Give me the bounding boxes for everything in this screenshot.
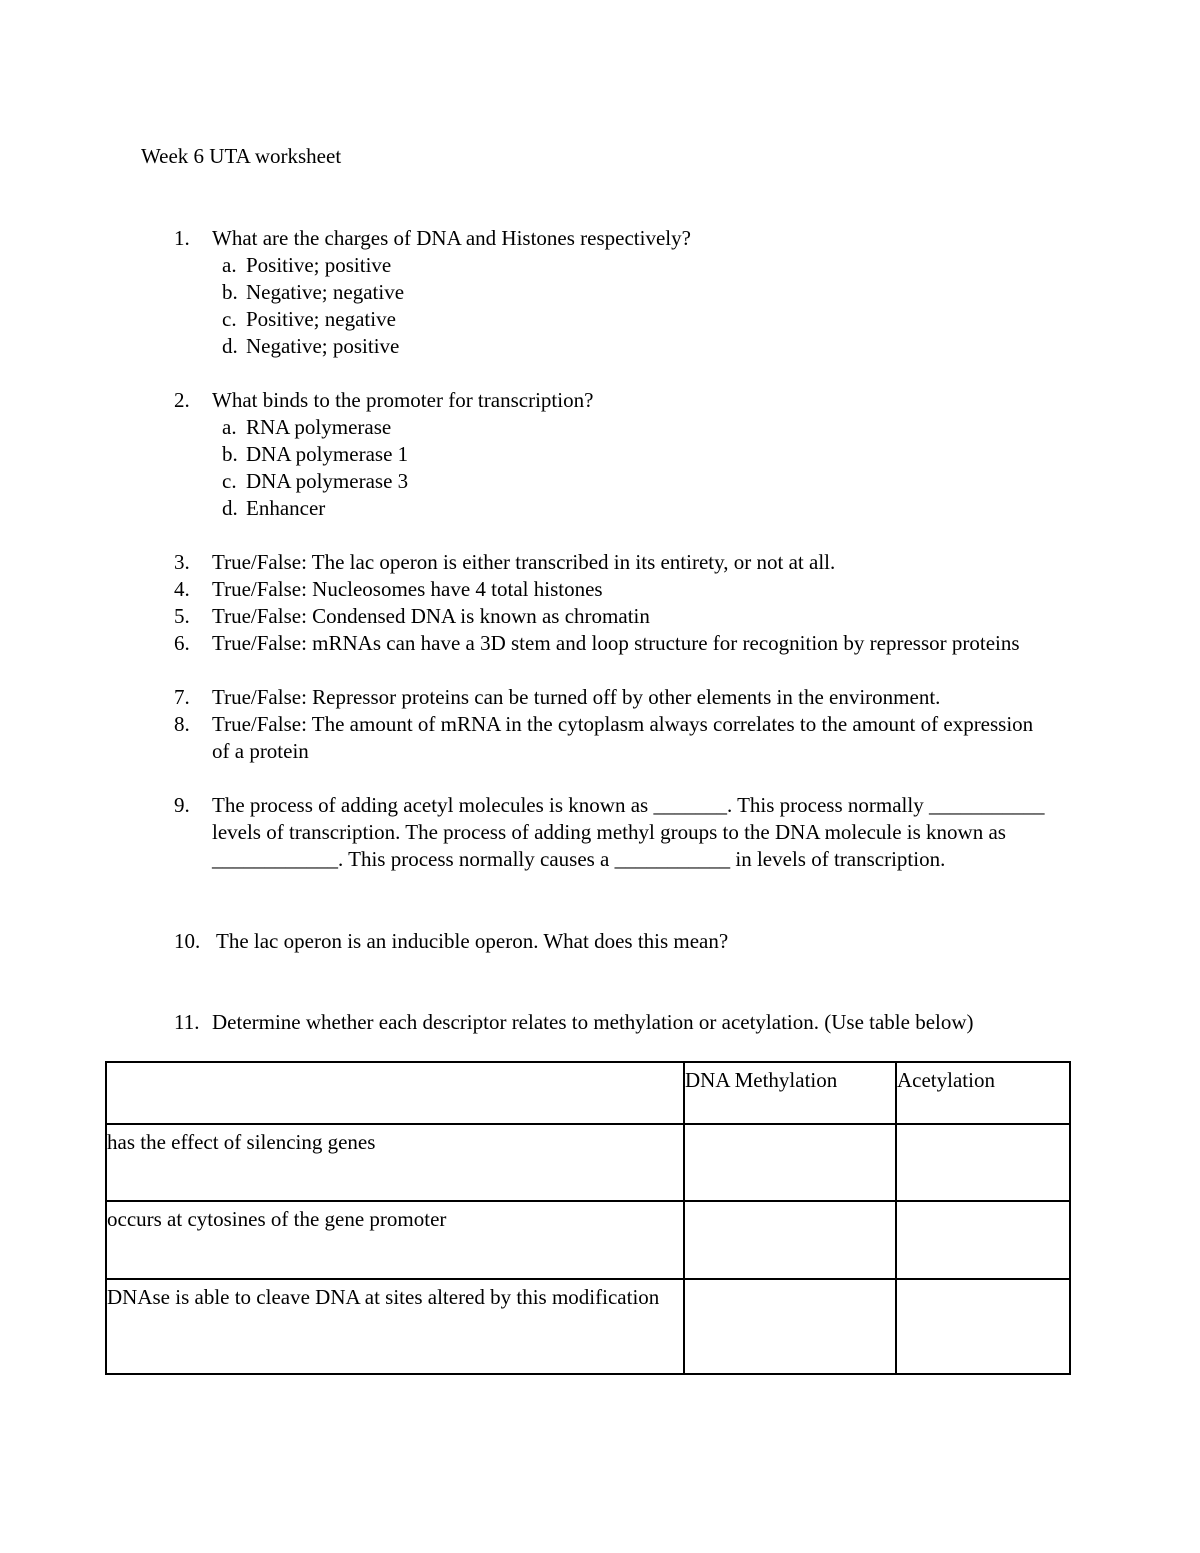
option-label: c.	[222, 307, 237, 331]
header-blank-cell	[106, 1062, 684, 1124]
option-text: RNA polymerase	[246, 415, 392, 439]
option-text: Negative; negative	[246, 280, 405, 304]
question-text: True/False: The lac operon is either transcribed in its entirety, or not at all.	[212, 550, 836, 574]
methylation-answer-cell[interactable]	[684, 1201, 896, 1279]
acetylation-answer-cell[interactable]	[896, 1124, 1070, 1201]
option-c	[222, 306, 1054, 333]
option-label: b.	[222, 280, 238, 304]
descriptor-table	[105, 1061, 1071, 1375]
option-c	[222, 468, 1054, 495]
question-number: 7.	[174, 685, 190, 709]
descriptor-cell: has the effect of silencing genes	[106, 1124, 684, 1201]
question-number: 8.	[174, 712, 190, 736]
question-text: What are the charges of DNA and Histones respectively?	[212, 226, 691, 250]
question-11	[174, 1009, 1054, 1036]
option-label: c.	[222, 469, 237, 493]
options-list	[174, 252, 1054, 360]
question-text: True/False: The amount of mRNA in the cytoplasm always correlates to the amount of expression of a protein	[212, 712, 1034, 763]
question-number: 9.	[174, 793, 190, 817]
question-number: 10.	[174, 929, 201, 953]
descriptor-cell: occurs at cytosines of the gene promoter	[106, 1201, 684, 1279]
header-dna-methylation: DNA Methylation	[684, 1062, 896, 1124]
question-text: What binds to the promoter for transcription?	[212, 388, 594, 412]
option-text: DNA polymerase 1	[246, 442, 409, 466]
acetylation-answer-cell[interactable]	[896, 1201, 1070, 1279]
question-10	[174, 928, 1054, 955]
question-9	[174, 792, 1054, 873]
option-b	[222, 441, 1054, 468]
option-text: Enhancer	[246, 496, 326, 520]
option-d	[222, 333, 1054, 360]
question-text: True/False: Nucleosomes have 4 total histones	[212, 577, 603, 601]
question-text: The lac operon is an inducible operon. What does this mean?	[216, 929, 729, 953]
option-label: a.	[222, 415, 237, 439]
table-row	[106, 1201, 1070, 1279]
question-4	[174, 576, 1054, 603]
options-list	[174, 414, 1054, 522]
descriptor-cell: DNAse is able to cleave DNA at sites altered by this modification	[106, 1279, 684, 1374]
question-text: The process of adding acetyl molecules is known as _______. This process normally ___________ levels of transcription. The process of adding methyl groups to the DNA molecule is known as ____________. This process normally causes a ___________ in levels of transcription.	[212, 793, 1045, 871]
question-number: 1.	[174, 226, 190, 250]
option-text: Negative; positive	[246, 334, 400, 358]
table-header-row	[106, 1062, 1070, 1124]
question-5	[174, 603, 1054, 630]
question-number: 6.	[174, 631, 190, 655]
option-label: d.	[222, 496, 238, 520]
option-label: d.	[222, 334, 238, 358]
methylation-answer-cell[interactable]	[684, 1279, 896, 1374]
question-6	[174, 630, 1054, 657]
question-number: 4.	[174, 577, 190, 601]
question-text: True/False: mRNAs can have a 3D stem and loop structure for recognition by repressor proteins	[212, 631, 1020, 655]
question-text: True/False: Repressor proteins can be turned off by other elements in the environment.	[212, 685, 941, 709]
question-number: 2.	[174, 388, 190, 412]
option-d	[222, 495, 1054, 522]
option-a	[222, 252, 1054, 279]
question-7	[174, 684, 1054, 711]
table-row	[106, 1124, 1070, 1201]
option-b	[222, 279, 1054, 306]
question-text: True/False: Condensed DNA is known as chromatin	[212, 604, 650, 628]
question-number: 3.	[174, 550, 190, 574]
option-text: Positive; negative	[246, 307, 396, 331]
question-number: 11.	[174, 1010, 200, 1034]
question-3	[174, 549, 1054, 576]
option-text: Positive; positive	[246, 253, 392, 277]
table-row	[106, 1279, 1070, 1374]
option-text: DNA polymerase 3	[246, 469, 409, 493]
option-a	[222, 414, 1054, 441]
option-label: b.	[222, 442, 238, 466]
acetylation-answer-cell[interactable]	[896, 1279, 1070, 1374]
question-8	[174, 711, 1054, 765]
question-2	[174, 387, 1054, 522]
question-1	[174, 225, 1054, 360]
methylation-answer-cell[interactable]	[684, 1124, 896, 1201]
question-text: Determine whether each descriptor relates to methylation or acetylation. (Use table below)	[212, 1010, 974, 1034]
question-number: 5.	[174, 604, 190, 628]
option-label: a.	[222, 253, 237, 277]
worksheet-title: Week 6 UTA worksheet	[141, 144, 342, 168]
header-acetylation: Acetylation	[896, 1062, 1070, 1124]
